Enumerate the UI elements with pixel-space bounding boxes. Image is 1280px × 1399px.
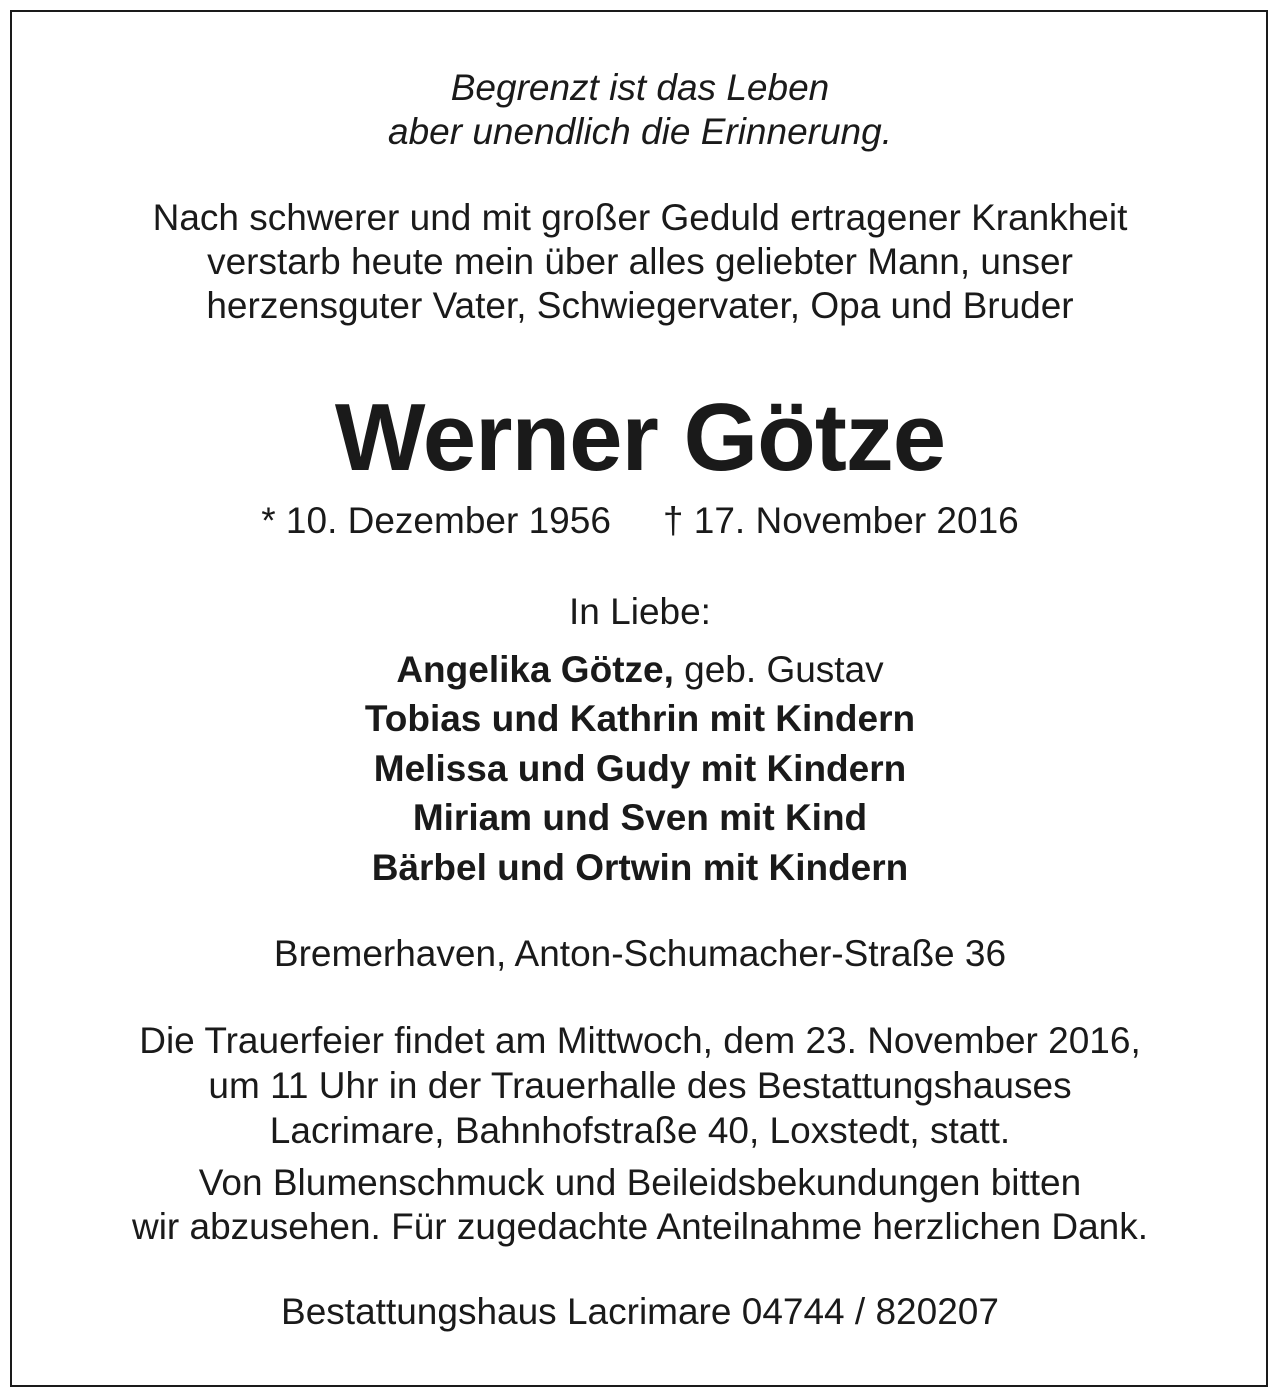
mourners-heading: In Liebe: [569, 591, 711, 632]
mourner-family: Melissa und Gudy mit Kindern [373, 748, 907, 789]
spouse-maiden-name: geb. Gustav [684, 649, 884, 690]
ceremony-line-3: Lacrimare, Bahnhofstraße 40, Loxstedt, statt. [269, 1110, 1011, 1151]
spouse-line [0, 648, 1280, 692]
deceased-name: Werner Götze [334, 384, 946, 491]
motto-line-2: aber unendlich die Erinnerung. [388, 111, 892, 152]
death-date: † 17. November 2016 [662, 500, 1019, 541]
mourner-family: Bärbel und Ortwin mit Kindern [371, 847, 909, 888]
motto-line-1: Begrenzt ist das Leben [450, 67, 830, 108]
intro-line-2: verstarb heute mein über alles geliebter Mann, unser [207, 241, 1073, 282]
address: Bremerhaven, Anton-Schumacher-Straße 36 [273, 933, 1007, 974]
life-dates [0, 499, 1280, 543]
request-line-2: wir abzusehen. Für zugedachte Anteilnahme herzlichen Dank. [131, 1206, 1149, 1247]
ceremony-line-2: um 11 Uhr in der Trauerhalle des Bestattungshauses [208, 1065, 1072, 1106]
intro-line-3: herzensguter Vater, Schwiegervater, Opa und Bruder [206, 285, 1074, 326]
funeral-home-contact: Bestattungshaus Lacrimare 04744 / 820207 [281, 1291, 999, 1332]
spouse-name: Angelika Götze, [396, 649, 674, 690]
birth-date: * 10. Dezember 1956 [261, 500, 611, 541]
mourner-family: Tobias und Kathrin mit Kindern [364, 698, 916, 739]
request-line-1: Von Blumenschmuck und Beileidsbekundungen bitten [198, 1162, 1082, 1203]
mourner-family: Miriam und Sven mit Kind [412, 797, 868, 838]
ceremony-line-1: Die Trauerfeier findet am Mittwoch, dem 23. November 2016, [139, 1020, 1141, 1061]
intro-line-1: Nach schwerer und mit großer Geduld ertragener Krankheit [152, 197, 1128, 238]
